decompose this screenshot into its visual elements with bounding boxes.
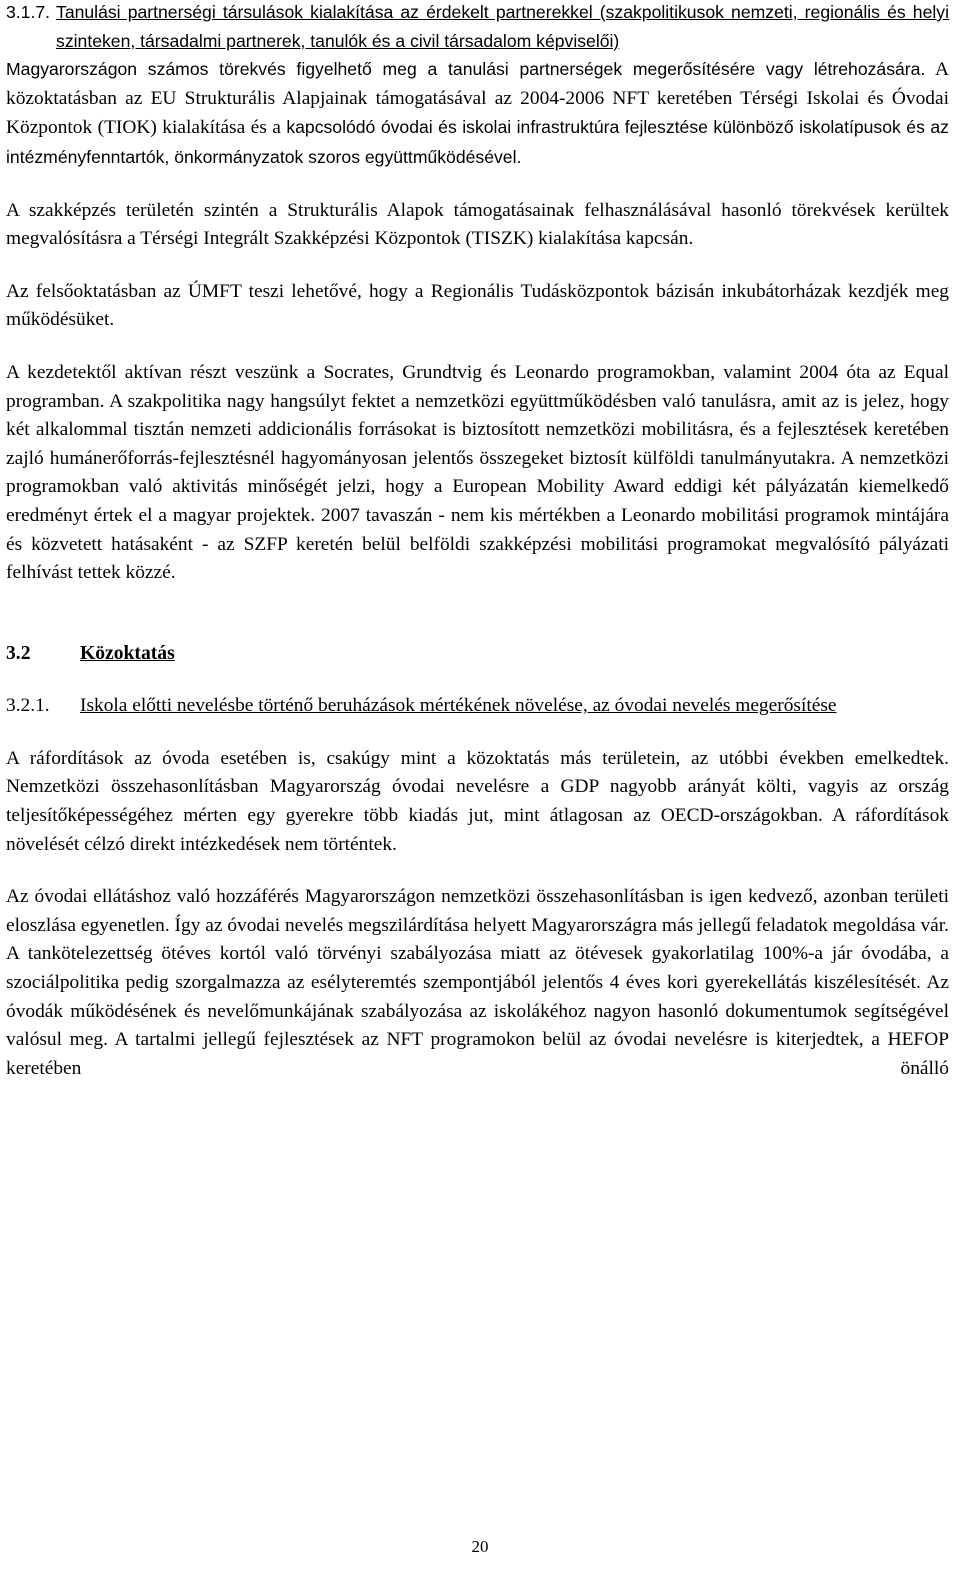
paragraph-sans-tail: kapcsolódó óvodai és iskolai infrastruktúra fejlesztése különböző iskolatípusok és az intézményfenntartók, önkormányzatok szoros együttműködésével. xyxy=(6,117,949,167)
page-number: 20 xyxy=(471,1537,489,1556)
paragraph: A kezdetektől aktívan részt veszünk a Socrates, Grundtvig és Leonardo programokban, valamint 2004 óta az Equal programban. A szakpolitika nagy hangsúlyt fektet a nemzetközi együttműködésben való tanulásra, amit az is jelez, hogy két alkalommal tisztán nemzeti addicionális forrásokat is biztosított nemzetközi mobilitásra, és a fejlesztések keretében zajló humánerőforrás-fejlesztésnél hagyományosan jelentős összegeket biztosít külföldi tanulmányutakra. A nemzetközi programokban való aktivitás minőségét jelzi, hogy a European Mobility Award eddigi két pályázatán kiemelkedő eredményt értek el a magyar projektek. 2007 tavaszán - nem kis mértékben a Leonardo mobilitási programok mintájára és közvetett hatásaként - az SZFP keretén belül belföldi szakképzési mobilitási programokat megvalósító pályázati felhívást tettek közzé. xyxy=(6,361,949,584)
heading-title: Közoktatás xyxy=(80,642,175,664)
heading-3-2-1 xyxy=(6,692,949,721)
paragraph: A ráfordítások az óvoda esetében is, csakúgy mint a közoktatás más területein, az utóbbi években emelkedtek. Nemzetközi összehasonlításban Magyarország óvodai nevelésre a GDP nagyobb arányát költi, vagyis az ország teljesítőképességéhez mérten egy gyerekre több kiadás jut, mint átlagosan az OECD-országokban. A ráfordítások növelését célzó direkt intézkedések nem történtek. xyxy=(6,747,949,855)
paragraph xyxy=(6,55,949,172)
paragraph: Az felsőoktatásban az ÚMFT teszi lehetővé, hogy a Regionális Tudásközpontok bázisán inkubátorházak kezdjék meg működésüket. xyxy=(6,280,949,331)
heading-3-1-7 xyxy=(6,0,949,55)
heading-number: 3.2.1. xyxy=(6,695,50,717)
paragraph-sans-part: Magyarországon számos törekvés figyelhető meg a tanulási partnerségek megerősítésére vagy létrehozására. xyxy=(6,59,926,80)
heading-number: 3.2 xyxy=(6,642,31,664)
heading-title: Iskola előtti nevelésbe történő beruházások mértékének növelése, az óvodai nevelés megerősítése xyxy=(80,695,837,717)
heading-3-2 xyxy=(6,640,949,669)
paragraph-serif-part: A közoktatásban az EU Strukturális Alapjainak támogatásával az 2004-2006 NFT keretében Térségi Iskolai és Óvodai Központok (TIOK) kialakítása és a xyxy=(6,59,949,139)
paragraph: A szakképzés területén szintén a Strukturális Alapok támogatásainak felhasználásával hasonló törekvések kerültek megvalósításra a Térségi Integrált Szakképzési Központok (TISZK) kialakítása kapcsán. xyxy=(6,199,949,250)
document-page xyxy=(6,0,949,1083)
heading-number: 3.1.7. xyxy=(6,2,51,22)
heading-title: Tanulási partnerségi társulások kialakítása az érdekelt partnerekkel (szakpolitikusok nemzeti, regionális és helyi szinteken, társadalmi partnerek, tanulók és a civil társadalom képviselői) xyxy=(56,2,949,51)
paragraph: Az óvodai ellátáshoz való hozzáférés Magyarországon nemzetközi összehasonlításban is igen kedvező, azonban területi eloszlása egyenetlen. Így az óvodai nevelés megszilárdítása helyett Magyarországra más jellegű feladatok megoldása vár. A tankötelezettség ötéves kortól való törvényi szabályozása miatt az ötévesek gyakorlatilag 100%-a jár óvodába, a szociálpolitika pedig szorgalmazza az esélyteremtés szempontjából jelentős 4 éves kori gyerekellátás kiszélesítését. Az óvodák működésének és nevelőmunkájának szabályozása az iskolákéhoz nagyon hasonló dokumentumok segítségével valósul meg. A tartalmi jellegű fejlesztések az NFT programokon belül az óvodai nevelésre is kiterjedtek, a HEFOP keretében önálló xyxy=(6,886,949,1079)
